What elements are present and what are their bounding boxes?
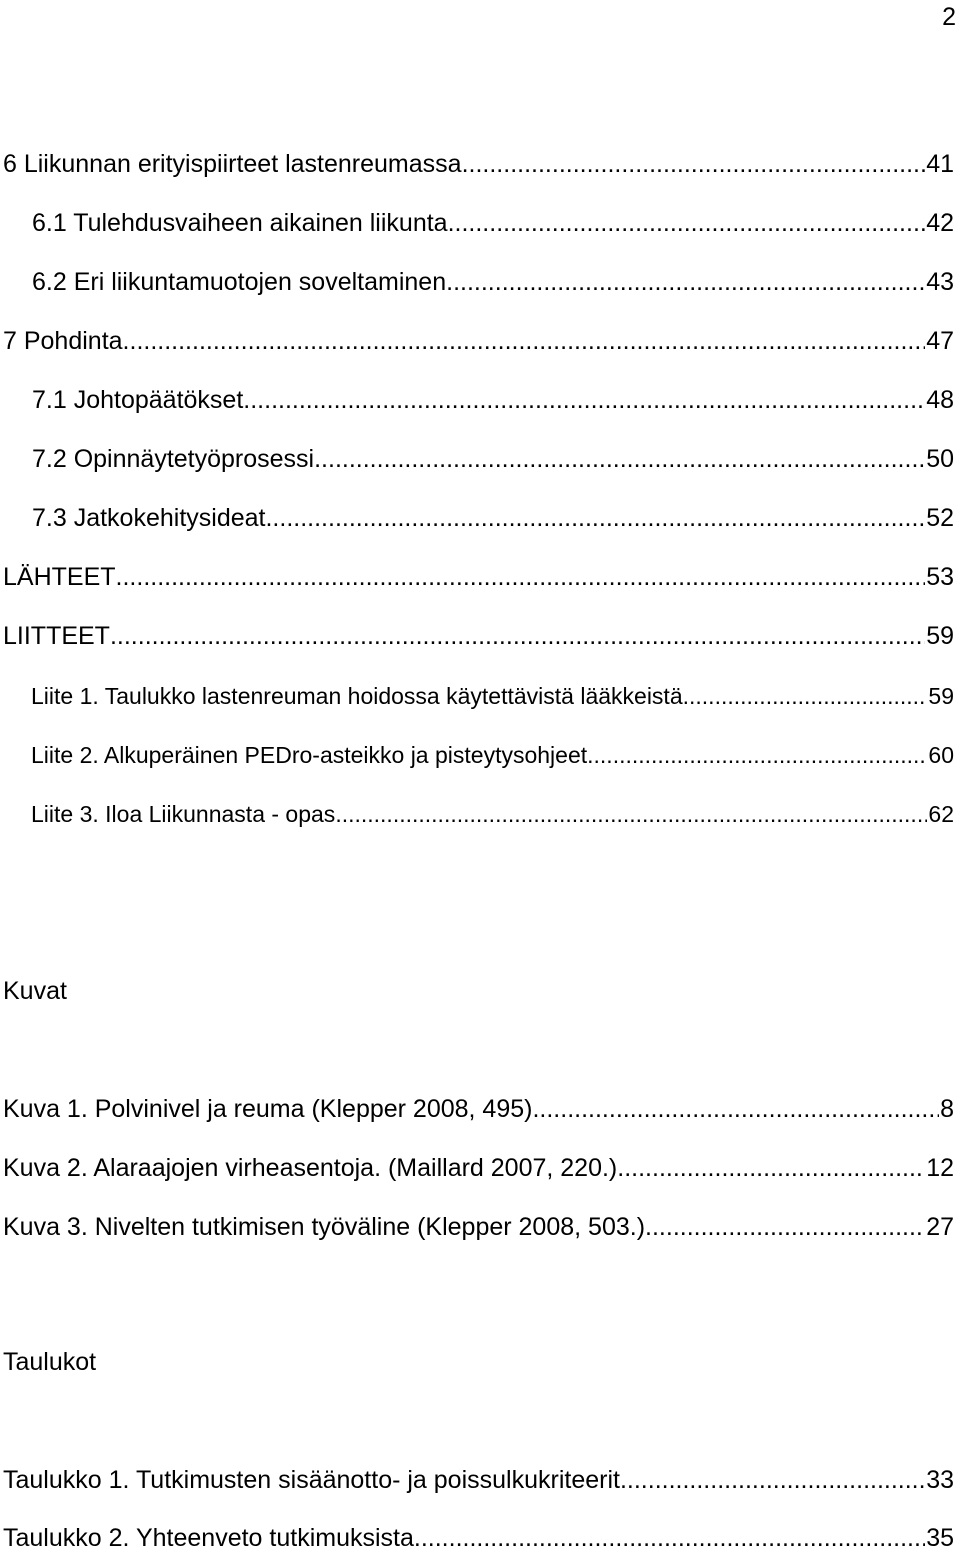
toc-entry[interactable] (32, 384, 954, 416)
toc-leader-dots (462, 148, 926, 180)
toc-entry-title: 7.2 Opinnäytetyöprosessi (32, 445, 315, 473)
toc-entry-page: 53 (926, 563, 954, 591)
figures-heading: Kuvat (3, 977, 67, 1005)
toc-entry-page: 41 (926, 150, 954, 178)
figure-entry[interactable] (3, 1211, 954, 1243)
toc-entry-page: 59 (926, 622, 954, 650)
toc-leader-dots (116, 561, 926, 593)
toc-entry[interactable] (31, 798, 954, 830)
page-number: 2 (942, 3, 956, 31)
toc-leader-dots (265, 502, 925, 534)
toc-leader-dots (446, 266, 925, 298)
toc-leader-dots (689, 680, 927, 712)
toc-entry[interactable] (3, 561, 954, 593)
toc-entry[interactable] (32, 502, 954, 534)
figure-entry-page: 27 (926, 1213, 954, 1241)
toc-leader-dots (532, 1093, 939, 1125)
toc-leader-dots (617, 1152, 925, 1184)
toc-entry-page: 59 (928, 683, 954, 709)
toc-entry-page: 47 (926, 327, 954, 355)
toc-leader-dots (448, 207, 926, 239)
toc-entry-title: 6.1 Tulehdusvaiheen aikainen liikunta (32, 209, 448, 237)
toc-entry-page: 43 (926, 268, 954, 296)
figure-entry-title: Kuva 1. Polvinivel ja reuma (Klepper 2008, 495) (3, 1095, 533, 1123)
toc-leader-dots (645, 1211, 925, 1243)
toc-entry-title: Liite 2. Alkuperäinen PEDro-asteikko ja pisteytysohjeet (31, 742, 588, 768)
toc-entry-title: 6 Liikunnan erityispiirteet lastenreumassa (3, 150, 462, 178)
toc-leader-dots (414, 1522, 925, 1554)
toc-leader-dots (627, 1464, 925, 1496)
toc-leader-dots (587, 739, 927, 771)
figure-entry-page: 8 (940, 1095, 954, 1123)
table-entry[interactable] (3, 1464, 954, 1496)
toc-leader-dots (123, 325, 926, 357)
figure-entry-title: Kuva 2. Alaraajojen virheasentoja. (Maillard 2007, 220.) (3, 1154, 618, 1182)
toc-entry-page: 50 (926, 445, 954, 473)
table-entry[interactable] (3, 1522, 954, 1554)
toc-entry-title: Liite 1. Taulukko lastenreuman hoidossa käytettävistä lääkkeistä. (31, 683, 690, 709)
toc-entry[interactable] (32, 207, 954, 239)
table-entry-page: 33 (926, 1466, 954, 1494)
toc-entry-title: LÄHTEET (3, 563, 116, 591)
toc-entry-title: 7 Pohdinta (3, 327, 123, 355)
toc-leader-dots (110, 620, 925, 652)
toc-entry[interactable] (3, 620, 954, 652)
table-entry-title: Taulukko 1. Tutkimusten sisäänotto- ja poissulkukriteerit. (3, 1466, 627, 1494)
toc-leader-dots (314, 443, 925, 475)
toc-entry-page: 48 (926, 386, 954, 414)
figure-entry[interactable] (3, 1152, 954, 1184)
toc-entry[interactable] (32, 266, 954, 298)
toc-entry-title: Liite 3. Iloa Liikunnasta - opas (31, 801, 336, 827)
figure-entry-title: Kuva 3. Nivelten tutkimisen työväline (Klepper 2008, 503.) (3, 1213, 646, 1241)
toc-entry-page: 52 (926, 504, 954, 532)
toc-entry-title: 6.2 Eri liikuntamuotojen soveltaminen (32, 268, 447, 296)
toc-entry-page: 60 (928, 742, 954, 768)
toc-entry-page: 62 (928, 801, 954, 827)
table-entry-title: Taulukko 2. Yhteenveto tutkimuksista (3, 1524, 414, 1552)
toc-entry[interactable] (32, 443, 954, 475)
toc-leader-dots (335, 798, 927, 830)
toc-entry[interactable] (3, 325, 954, 357)
tables-heading: Taulukot (3, 1348, 97, 1376)
toc-entry[interactable] (31, 680, 954, 712)
toc-entry-title: 7.1 Johtopäätökset (32, 386, 244, 414)
figure-entry[interactable] (3, 1093, 954, 1125)
toc-entry[interactable] (31, 739, 954, 771)
toc-entry-page: 42 (926, 209, 954, 237)
toc-entry-title: LIITTEET (3, 622, 110, 650)
toc-leader-dots (243, 384, 925, 416)
toc-entry[interactable] (3, 148, 954, 180)
table-entry-page: 35 (926, 1524, 954, 1552)
figure-entry-page: 12 (926, 1154, 954, 1182)
toc-entry-title: 7.3 Jatkokehitysideat (32, 504, 266, 532)
